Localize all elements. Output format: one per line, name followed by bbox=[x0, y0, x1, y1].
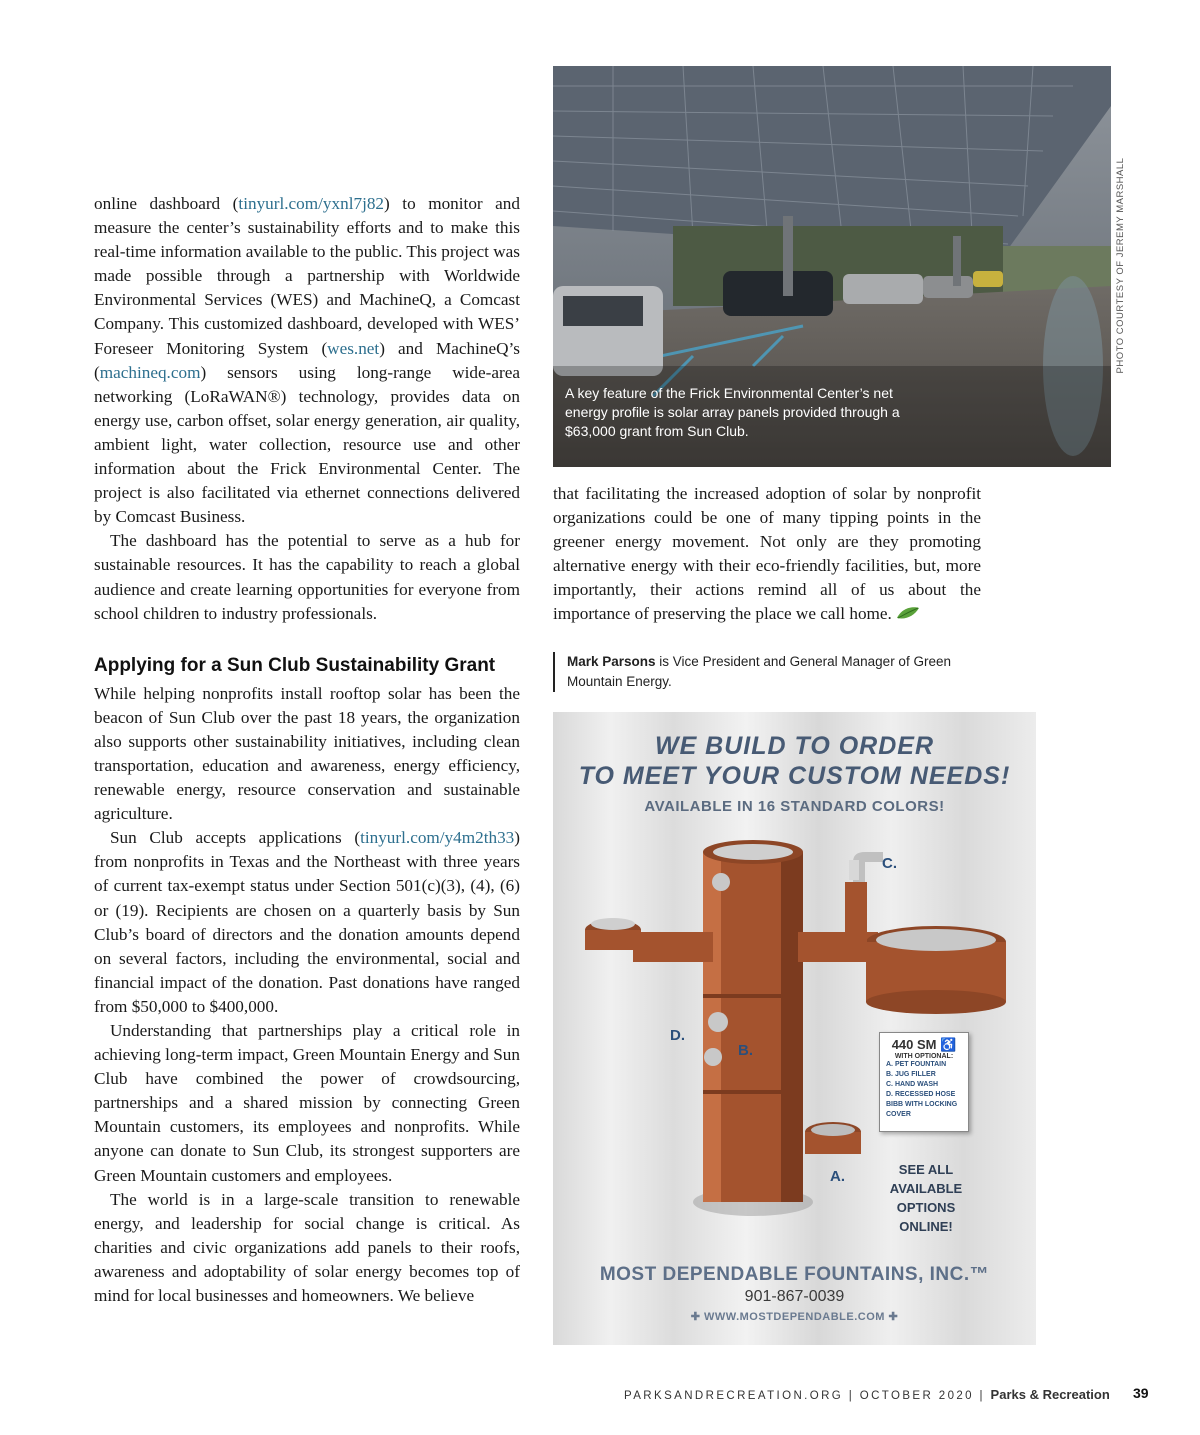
ad-website[interactable] bbox=[553, 1310, 1036, 1323]
author-name: Mark Parsons bbox=[567, 654, 656, 669]
page-number: 39 bbox=[1133, 1385, 1149, 1401]
paragraph: The world is in a large-scale transition to renewable energy, and leadership for social change is critical. As charities and civic organizations add panels to their roofs, awareness and adoptability of solar energy becomes top of mind for local businesses and homeowners. We believe bbox=[94, 1189, 520, 1306]
text-run: ) from nonprofits in Texas and the Northeast with three years of current tax-exempt status under Section 501(c)(3), (4), (6) or (19). Recipients are chosen on a quarterly basis by Sun Club’s board of directors and the donation amounts depend on several factors, including the environmental, social and financial impact of the donation. Past donations have ranged from $50,000 to $400,000. bbox=[94, 828, 520, 1016]
sun-club-link[interactable]: tinyurl.com/y4m2th33 bbox=[360, 828, 515, 848]
photo-caption: A key feature of the Frick Environmental Center’s net energy profile is solar array panels provided through a $63,000 grant from Sun Club. bbox=[565, 385, 900, 439]
author-bio bbox=[553, 652, 987, 692]
label-c: C. bbox=[882, 855, 897, 872]
model-number: 440 SM ♿ bbox=[891, 1037, 957, 1052]
paragraph: The dashboard has the potential to serve as a hub for sustainable resources. It has the capability to reach a global audience and create learning opportunities for everyone from school children to industry professionals. bbox=[94, 531, 520, 623]
text-run: ) sensors using long-range wide-area networking (LoRaWAN®) technology, provides data on energy use, carbon offset, solar energy generation, air quality, ambient light, water collection, resource use and other information about the Frick Environmental Center. The project is also facilitated via ethernet connections delivered by Comcast Business. bbox=[94, 362, 520, 527]
text-run: online dashboard ( bbox=[94, 194, 239, 213]
ad-headline-1: WE BUILD TO ORDER bbox=[654, 732, 935, 760]
solar-carport-photo bbox=[553, 66, 1111, 467]
paragraph bbox=[553, 482, 981, 628]
see-all-line: SEE ALL bbox=[898, 1162, 954, 1177]
label-b: B. bbox=[738, 1042, 753, 1059]
option-item: D. RECESSED HOSE BIBB WITH LOCKING COVER bbox=[886, 1091, 958, 1118]
paragraph: Understanding that partnerships play a critical role in achieving long-term impact, Green Mountain Energy and Sun Club have combined the power of crowdsourcing, partnerships and a shared mission by connecting Green Mountain customers, its employees and nonprofits. While anyone can donate to Sun Club, its strongest supporters are Green Mountain customers and employees. bbox=[94, 1021, 520, 1185]
paragraph: While helping nonprofits install rooftop solar has been the beacon of Sun Club over the past 18 years, the organization also supports other sustainability initiatives, including clean transportation, education and awareness, energy efficiency, renewable energy, resource conservation and sustainable agriculture. bbox=[94, 683, 520, 824]
paragraph bbox=[94, 826, 520, 1019]
text-run: Sun Club accepts applications ( bbox=[110, 828, 361, 848]
machineq-link[interactable]: machineq.com bbox=[99, 362, 201, 382]
ad-phone: 901-867-0039 bbox=[744, 1288, 845, 1305]
paragraph bbox=[94, 192, 520, 529]
footer-magazine: Parks & Recreation bbox=[990, 1387, 1110, 1402]
text-run: ) and MachineQ’s ( bbox=[94, 338, 520, 382]
with-optional-label: WITH OPTIONAL: bbox=[894, 1053, 954, 1060]
see-all-line: ONLINE! bbox=[899, 1219, 953, 1234]
fountain-advertisement[interactable] bbox=[553, 712, 1036, 1345]
option-item: A. PET FOUNTAIN bbox=[886, 1061, 947, 1068]
leaf-icon bbox=[896, 603, 920, 627]
photo-credit: PHOTO COURTESY OF JEREMY MARSHALL bbox=[1115, 157, 1126, 374]
option-item: B. JUG FILLER bbox=[886, 1071, 936, 1078]
option-item: C. HAND WASH bbox=[886, 1081, 939, 1088]
see-all-line: AVAILABLE bbox=[889, 1181, 963, 1196]
page-footer bbox=[624, 1387, 1110, 1402]
see-all-options bbox=[881, 1160, 971, 1236]
wes-link[interactable]: wes.net bbox=[327, 338, 380, 358]
fountain-illustration bbox=[553, 712, 1036, 1345]
label-a: A. bbox=[830, 1168, 845, 1185]
website-text: WWW.MOSTDEPENDABLE.COM bbox=[704, 1311, 885, 1323]
dashboard-link[interactable]: tinyurl.com/yxnl7j82 bbox=[238, 194, 385, 213]
text-run: ) to monitor and measure the center’s sustainability efforts and to make this real-time information available to the public. This project was made possible through a partnership with Worldwide Environmental Services (WES) and MachineQ, a Comcast Company. This customized dashboard, developed with WES’ Foreseer Monitoring System ( bbox=[94, 194, 520, 358]
options-card bbox=[879, 1032, 969, 1132]
fountain-icon: ✚ bbox=[888, 1311, 899, 1323]
footer-site: PARKSANDRECREATION.ORG | OCTOBER 2020 | bbox=[624, 1390, 991, 1402]
fountain-icon: ✚ bbox=[690, 1311, 701, 1323]
right-column bbox=[553, 482, 981, 628]
ad-headline-2: TO MEET YOUR CUSTOM NEEDS! bbox=[578, 762, 1011, 790]
left-column bbox=[94, 192, 520, 1308]
author-description: is Vice President and General Manager of Green Mountain Energy. bbox=[567, 654, 951, 689]
section-heading: Applying for a Sun Club Sustainability Grant bbox=[94, 654, 496, 676]
text-run: that facilitating the increased adoption of solar by nonprofit organizations could be one of many tipping points in the greener energy movement. Not only are they promoting alternative energy with their eco-friendly facilities, but, more importantly, their actions remind all of us about the importance of preserving the place we call home. bbox=[553, 484, 981, 624]
ad-subhead: AVAILABLE IN 16 STANDARD COLORS! bbox=[644, 798, 945, 815]
ad-brand: MOST DEPENDABLE FOUNTAINS, INC.™ bbox=[599, 1264, 990, 1285]
see-all-line: OPTIONS bbox=[896, 1200, 956, 1215]
label-d: D. bbox=[670, 1027, 685, 1044]
